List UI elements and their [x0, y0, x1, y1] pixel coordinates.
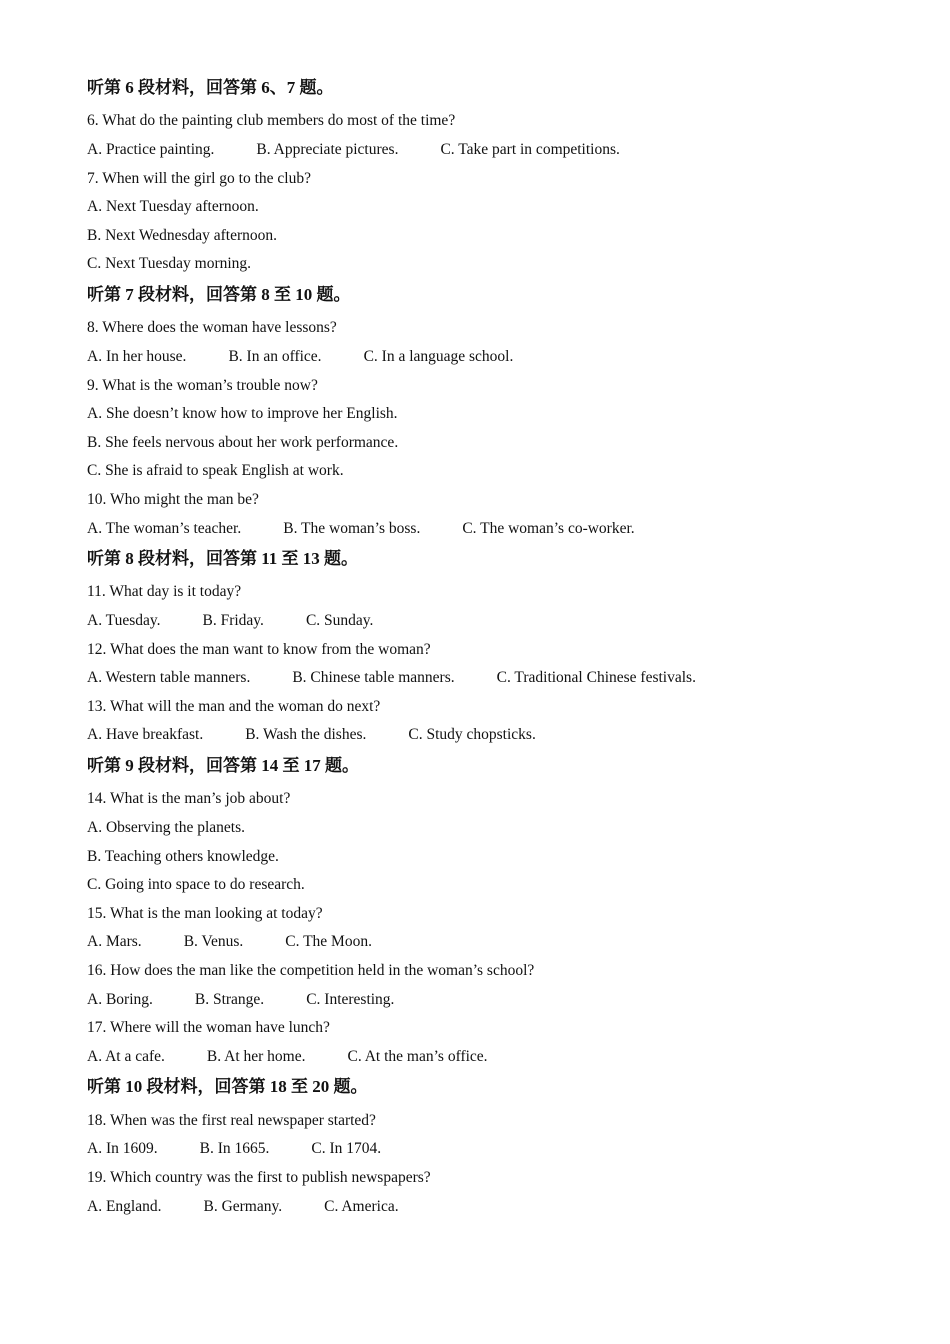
answer-option: B. Germany.: [203, 1197, 283, 1215]
answer-option: A. Practice painting.: [87, 140, 215, 158]
answer-option: C. The Moon.: [285, 933, 372, 951]
answer-option: B. Chinese table manners.: [292, 669, 455, 687]
question-block: [87, 107, 907, 164]
question-block: [87, 1014, 907, 1071]
answer-option: B. Appreciate pictures.: [256, 140, 399, 158]
answer-option: A. The woman’s teacher.: [87, 519, 242, 537]
answer-option: A. Next Tuesday afternoon.: [87, 198, 259, 216]
question-text: 19. Which country was the first to publish newspapers?: [87, 1168, 431, 1186]
options-row: [87, 1135, 907, 1164]
question-block: [87, 486, 907, 543]
answer-option: B. In an office.: [228, 347, 322, 365]
question-block: [87, 314, 907, 371]
answer-option: B. In 1665.: [199, 1140, 270, 1158]
options-row: [87, 721, 907, 750]
answer-option: B. Strange.: [194, 990, 265, 1008]
answer-option: A. Observing the planets.: [87, 819, 245, 837]
question-block: [87, 1107, 907, 1164]
answer-option: B. The woman’s boss.: [283, 519, 421, 537]
question-text: 13. What will the man and the woman do next?: [87, 697, 381, 715]
question-block: [87, 957, 907, 1014]
options-row: [87, 515, 907, 544]
answer-option: B. Wash the dishes.: [245, 726, 367, 744]
section-heading: 听第 8 段材料，回答第 11 至 13 题。: [87, 549, 359, 569]
listening-section: [87, 543, 907, 750]
listening-section: [87, 1071, 907, 1221]
answer-option: B. Venus.: [183, 933, 244, 951]
answer-option: A. Boring.: [87, 990, 153, 1008]
question-text: 16. How does the man like the competition held in the woman’s school?: [87, 962, 535, 979]
answer-option: C. Take part in competitions.: [440, 140, 620, 158]
answer-option: A. England.: [87, 1197, 162, 1215]
question-block: [87, 578, 907, 635]
options-row: [87, 343, 907, 372]
question-text: 15. What is the man looking at today?: [87, 904, 323, 922]
answer-option: C. Going into space to do research.: [87, 876, 305, 894]
options-row: [87, 986, 907, 1015]
question-text: 7. When will the girl go to the club?: [87, 169, 311, 187]
options-row: [87, 664, 907, 693]
answer-option: A. At a cafe.: [87, 1047, 165, 1065]
answer-option: C. At the man’s office.: [347, 1047, 488, 1065]
answer-option: A. She doesn’t know how to improve her English.: [87, 405, 398, 423]
section-heading: 听第 7 段材料，回答第 8 至 10 题。: [87, 284, 351, 304]
listening-section: [87, 750, 907, 1071]
answer-option: B. Teaching others knowledge.: [87, 847, 279, 865]
answer-option: B. She feels nervous about her work performance.: [87, 433, 399, 451]
answer-option: A. In 1609.: [87, 1140, 158, 1158]
question-block: [87, 372, 907, 486]
answer-option: A. In her house.: [87, 347, 187, 365]
question-text: 9. What is the woman’s trouble now?: [87, 376, 318, 394]
question-block: [87, 1164, 907, 1221]
answer-option: C. Next Tuesday morning.: [87, 255, 252, 273]
answer-option: C. In a language school.: [363, 347, 514, 365]
question-block: [87, 900, 907, 957]
answer-option: C. The woman’s co-worker.: [462, 519, 635, 537]
answer-option: C. She is afraid to speak English at work.: [87, 462, 344, 480]
question-block: [87, 693, 907, 750]
listening-section: [87, 279, 907, 543]
answer-option: C. America.: [324, 1197, 399, 1215]
answer-option: A. Have breakfast.: [87, 726, 204, 744]
options-row: [87, 928, 907, 957]
question-text: 17. Where will the woman have lunch?: [87, 1019, 330, 1037]
answer-option: C. Interesting.: [306, 990, 395, 1008]
question-text: 6. What do the painting club members do most of the time?: [87, 112, 456, 130]
answer-option: A. Western table manners.: [87, 669, 251, 687]
question-text: 10. Who might the man be?: [87, 490, 259, 508]
question-text: 8. Where does the woman have lessons?: [87, 319, 337, 337]
options-row: [87, 1193, 907, 1222]
answer-option: B. At her home.: [206, 1047, 306, 1065]
answer-option: C. Study chopsticks.: [408, 726, 536, 744]
options-row: [87, 136, 907, 165]
options-row: [87, 1043, 907, 1072]
question-text: 11. What day is it today?: [87, 583, 242, 601]
section-heading: 听第 6 段材料，回答第 6、7 题。: [87, 78, 334, 97]
answer-option: A. Mars.: [87, 933, 142, 951]
exam-page: [87, 72, 907, 1221]
question-block: [87, 785, 907, 899]
section-heading: 听第 10 段材料，回答第 18 至 20 题。: [87, 1077, 368, 1097]
question-text: 14. What is the man’s job about?: [87, 790, 291, 808]
question-block: [87, 165, 907, 279]
options-row: [87, 607, 907, 636]
answer-option: C. Sunday.: [305, 612, 374, 630]
question-block: [87, 636, 907, 693]
listening-section: [87, 72, 907, 279]
question-text: 12. What does the man want to know from the woman?: [87, 640, 431, 658]
answer-option: C. In 1704.: [311, 1140, 382, 1158]
answer-option: C. Traditional Chinese festivals.: [496, 669, 696, 687]
section-heading: 听第 9 段材料，回答第 14 至 17 题。: [87, 756, 359, 776]
answer-option: B. Friday.: [202, 612, 264, 630]
answer-option: B. Next Wednesday afternoon.: [87, 226, 278, 244]
answer-option: A. Tuesday.: [87, 612, 161, 630]
question-text: 18. When was the first real newspaper started?: [87, 1111, 376, 1129]
